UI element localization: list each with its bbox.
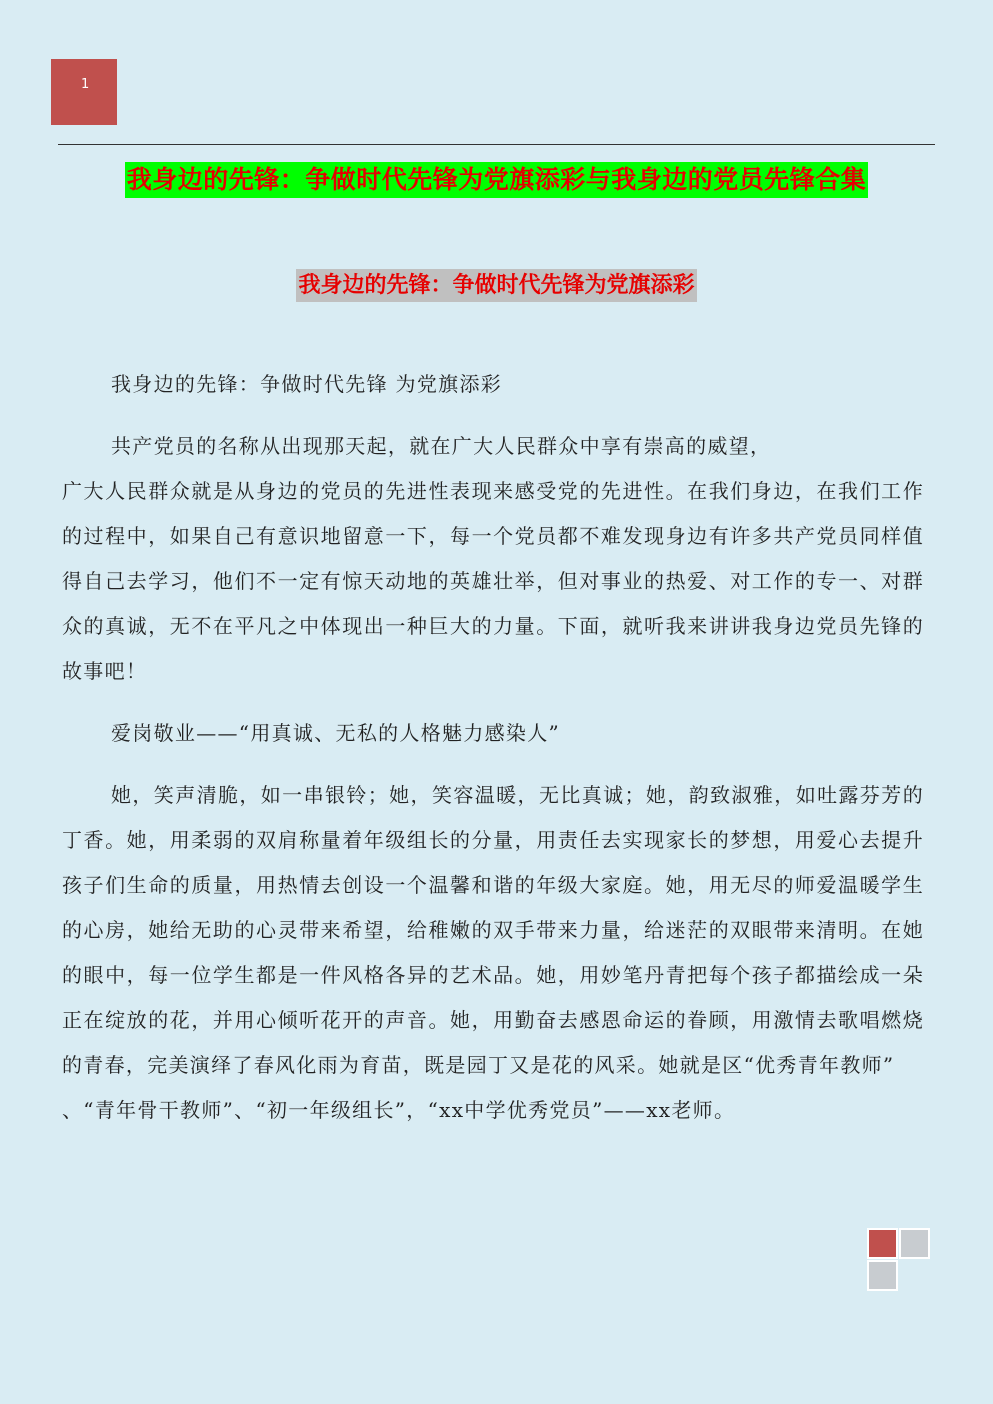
paragraph-section-heading: 爱岗敬业——“用真诚、无私的人格魅力感染人” xyxy=(111,721,561,745)
decor-square-grey-bottom xyxy=(867,1260,898,1291)
paragraph-intro-2: 广大人民群众就是从身边的党员的先进性表现来感受党的先进性。在我们身边，在我们工作的过程中，如果自己有意识地留意一下，每一个党员都不难发现身边有许多共产党员同样值得自己去学习，他们不一定有惊天动地的英雄壮举，但对事业的热爱、对工作的专一、对群众的真诚，无不在平凡之中体现出一种巨大的力量。下面，就听我来讲讲我身边党员先锋的故事吧！ xyxy=(62,479,924,683)
page-number: 1 xyxy=(81,77,90,92)
decor-square-red xyxy=(867,1228,898,1259)
decor-square-grey-right xyxy=(899,1228,930,1259)
paragraph-story-end: 、“青年骨干教师”、“初一年级组长”，“xx中学优秀党员”——xx老师。 xyxy=(62,1098,736,1122)
document-sub-title: 我身边的先锋：争做时代先锋为党旗添彩 xyxy=(296,269,696,302)
paragraph-intro-1: 共产党员的名称从出现那天起，就在广大人民群众中享有崇高的威望， xyxy=(111,434,772,458)
paragraph-story: 她，笑声清脆，如一串银铃；她，笑容温暖，无比真诚；她，韵致淑雅，如吐露芬芳的丁香。她，用柔弱的双肩称量着年级组长的分量，用责任去实现家长的梦想，用爱心去提升孩子们生命的质量，用热情去创设一个温馨和谐的年级大家庭。她，用无尽的师爱温暖学生的心房，她给无助的心灵带来希望，给稚嫩的双手带来力量，给迷茫的双眼带来清明。在她的眼中，每一位学生都是一件风格各异的艺术品。她，用妙笔丹青把每个孩子都描绘成一朵正在绽放的花，并用心倾听花开的声音。她，用勤奋去感恩命运的眷顾，用激情去歌唱燃烧的青春，完美演绎了春风化雨为育苗，既是园丁又是花的风采。她就是区“优秀青年教师” xyxy=(62,783,924,1077)
document-main-title: 我身边的先锋：争做时代先锋为党旗添彩与我身边的党员先锋合集 xyxy=(125,162,869,198)
page-number-badge xyxy=(51,59,117,125)
main-title-container xyxy=(0,162,993,198)
sub-title-container xyxy=(0,269,993,302)
header-divider xyxy=(58,144,935,145)
document-body xyxy=(62,362,924,1150)
paragraph-heading: 我身边的先锋：争做时代先锋 为党旗添彩 xyxy=(111,372,503,396)
